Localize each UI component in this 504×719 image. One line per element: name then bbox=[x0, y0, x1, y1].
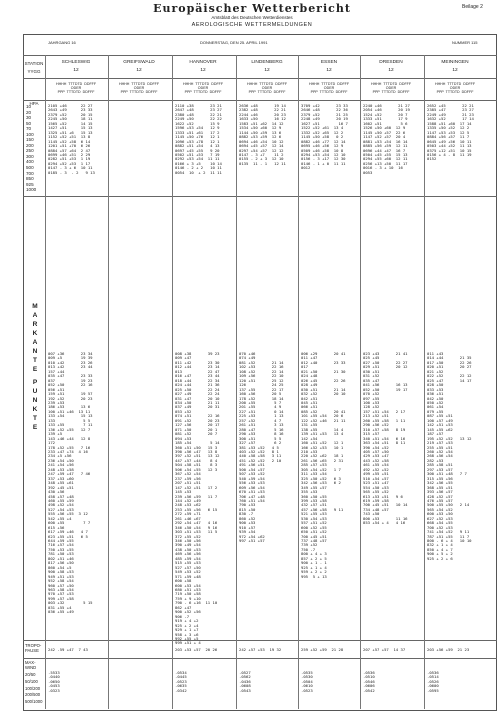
beilage-label: Beilage 2 bbox=[462, 4, 483, 10]
level-300: 300 bbox=[26, 153, 34, 159]
report-subtitle: Amtsblatt des Deutschen Wetterdienstes bbox=[211, 15, 293, 20]
column-header: HHHH TTTDTD DDFFF ODER PPP TTTDTD DDFFF bbox=[308, 82, 350, 95]
level-20: 20 bbox=[26, 109, 32, 115]
section-title: AEROLOGISCHE WETTERMELDUNGEN bbox=[191, 22, 313, 28]
grid-vline bbox=[424, 55, 425, 709]
jahrgang: JAHRGANG 16 bbox=[48, 40, 76, 45]
significant-points: 007 +36 23 34 009 +5 19 39 010 +42 23 26 013 +42 23 44 157 +44 035 +47 23 33 037 19 23 052 +50 22 16 056 +51 159 +51 19 57 192 +52 20 23 239 +53 186 +53 13 6 100 +51 +46 13 11 133 +54 15 13 133 5 5 133 +55 7 11 136 +52 +55 12 7 139 +5 143 +46 +44 12 8 172 178 +52 +55 7 16 233 +47 +74 4 16 234 +5 +56 236 +54 +50 241 +54 +56 248 +53 +58 247 +59 +47 7 46 337 +53 +60 348 +55 +61 392 +45 +51 430 +56 458 +57 +48 460 +55 +59 498 +52 +54 527 +54 +53 555 +56 +55 3 12 542 +55 +4 600 +55 7 7 615 +56 617 +59 +46 4 7 623 +55 +51 6 5 644 +59 +55 716 +57 +54 750 +53 +55 781 +50 +53 802 +51 +46 817 +56 +50 860 +54 +5 900 +58 +53 949 +51 +53 952 +58 +54 960 +57 +50 963 +58 +54 970 +57 +53 999 +57 +58 003 +32 5 15 031 +55 +4 036 +55 +49 bbox=[48, 351, 93, 615]
tropopause-value: 203 +56 +59 21 23 bbox=[427, 647, 470, 652]
tropopause-value: 242 +57 +53 19 32 bbox=[239, 647, 282, 652]
station-name: ESSEN bbox=[320, 60, 338, 65]
column-header: HHHH TTTDTD DDFFF ODER PPP TTTDTD DDFFF bbox=[118, 82, 160, 95]
significant-points: 006 +29 20 41 011 +47 012 +40 23 33 017 021 +50 21 30 024 +48 026 +45 22 26 028 +49 030 +51 21 14 032 +52 20 10 042 +51 045 +51 066 +51 085 +52 20 41 101 +55 +54 20 6 122 +52 +46 21 11 131 +55 138 +55 14 4 139 +51 +53 13 4 142 +54 160 +51 +52 12 1 166 +52 +53 10 1 210 +53 220 +52 +62 18 1 261 +56 +65 2 31 285 +57 +53 305 +54 +52 1 7 311 +53 +54 325 +50 +52 6 3 342 +56 +53 6 2 349 +55 +57 355 +53 360 +50 +55 399 +53 +58 432 +57 +51 457 +56 +58 9 11 521 +55 +53 530 +54 +53 557 +51 +52 600 +52 +55 650 +51 +52 700 +45 +51 737 +48 +57 739 +52 750 -7 800 + 4 + 3 857 + 2 + 5 900 + 1 - 1 925 + 1 + 4 959 + 2 + 2 995 5 + 13 bbox=[301, 351, 346, 579]
maxwind-values: .5533 .0440 .0650 .0453 .0323 bbox=[48, 670, 60, 693]
grid-vline bbox=[108, 55, 109, 709]
grid-line bbox=[23, 640, 497, 641]
maxwind-values: .0527 .0562 .0436 .0608 .0543 bbox=[239, 670, 251, 693]
markante-label: M A R K A N T E bbox=[32, 303, 38, 373]
yygg-label: YYGG bbox=[27, 69, 41, 74]
station-yygg: 12 bbox=[136, 68, 142, 73]
level-150: 150 bbox=[26, 137, 34, 143]
significant-points: 008 +38 39 23 009 +47 011 +42 23 30 012 +44 23 14 013 22 47 016 +47 23 44 018 +44 22 34 024 +44 21 36 025 +50 22 24 027 +49 22 24 031 +47 20 10 034 +50 21 11 037 +49 20 31 053 +52 074 +51 22 16 091 +52 20 23 127 +56 20 17 071 +50 20 1 081 +52 20 7 094 +53 185 +54 5 14 360 +51 +50 15 3 390 +56 +47 13 8 397 +52 +51 13 12 447 +57 +44 8 4 504 +58 +51 8 3 506 +54 +55 12 3 367 +52 +54 237 +59 +56 207 +51 +51 147 +52 +51 17 2 145 +53 239 +56 +59 11 7 144 +52 +49 248 +53 +62 253 +55 +56 6 15 272 +59 +71 261 +46 +67 292 +54 +47 4 16 346 +50 +54 9 16 303 +51 +53 11 5 372 +55 +52 346 +50 +56 390 +49 +54 438 +50 +53 469 +56 +56 485 +59 +54 515 +55 +53 527 +57 +50 549 +53 +52 571 +59 +48 600 +58 600 +53 +54 680 +51 +53 719 +50 +58 759 + 9 +10 790 - 6 +16 11 10 862 +47 900 +52 +56 906 -7 919 + 4 +2 925 + 2 +4 929 + 1 +7 958 + 3 +6 992 +55 +5 999 +51 + 4 bbox=[175, 351, 220, 646]
hpa-label: HPA bbox=[29, 101, 39, 106]
tropopause-label: TROPO- PAUSE bbox=[25, 643, 42, 653]
tropopause-value: 242 -59 +47 7 43 bbox=[48, 647, 88, 652]
grid-line bbox=[23, 658, 497, 659]
station-yygg: 12 bbox=[264, 68, 270, 73]
maxwind-values: .0536 .0510 .0546 .0606 .0542 bbox=[363, 670, 375, 693]
station-yygg: 12 bbox=[388, 68, 394, 73]
level-10: 10 bbox=[26, 104, 32, 109]
station-yygg: 12 bbox=[452, 68, 458, 73]
station-name: MEININGEN bbox=[441, 60, 469, 65]
grid-vline bbox=[236, 55, 237, 709]
significant-points: 011 +43 014 +44 21 35 017 +50 22 26 020 +51 20 27 021 +52 022 +52 22 12 025 +47 14 17 028 +50 033 +53 036 +51 042 +50 050 +52 061 +54 079 +55 087 +55 +51 100 +57 +49 142 +51 +53 145 +55 +62 187 +57 195 +52 +52 13 12 219 +57 +53 255 +55 +51 260 +52 +54 268 +56 +54 282 +53 285 +58 +51 297 +53 +57 300 +51 +48 7 7 315 +55 +56 342 +56 +55 368 +55 +51 393 +56 +57 428 +52 +57 476 +55 +57 500 +55 +50 2 14 565 +54 +52 600 +53 +50 627 +52 +53 668 +54 +55 700 +52 +53 741 +54 +52 9 11 787 +51 +55 11 7 800 - 6 + 4 10 10 832 + 1 + 4 850 + 4 + 7 900 + 5 + 2 925 + 2 + 6 bbox=[427, 351, 472, 561]
grid-vline bbox=[45, 55, 46, 709]
level-70: 70 bbox=[26, 126, 32, 132]
grid-line bbox=[23, 78, 497, 79]
standard-levels: 2652 +45 22 21 2385 +47 23 27 2249 +49 21 23 1632 +52 17 14 1588 +51 +60 17 14 1335 +50 +52 12 2 1147 +53 +53 12 5 0884 +56 +57 11 7 0645 +49 +56 10 11 0503 +44 +52 11 13 0375 +12 +51 10 15 0156 + 4 - 8 11 19 0152 bbox=[427, 103, 474, 162]
level-500: 500 bbox=[26, 165, 34, 171]
station-name: LINDENBERG bbox=[251, 60, 283, 65]
station-name: GREIFSWALD bbox=[123, 60, 155, 65]
standard-levels bbox=[111, 104, 169, 195]
report-title: Europäischer Wetterbericht bbox=[153, 2, 351, 15]
station-label: STATION bbox=[24, 61, 44, 66]
column-header: HHHH TTTDTD DDFFF ODER PPP TTTDTD DDFFF bbox=[434, 82, 476, 95]
punkte-label: P U N K T E bbox=[32, 379, 38, 431]
standard-levels: 2240 +46 21 27 2054 +46 20 19 1524 +52 20 7 1333 +51 17 9 1602 +51 5 6 1526 +50 +60 12 9 1145 +50 +57 22 6 1147 +52 +57 20 4 0881 +53 +54 16 14 0885 +56 +59 12 11 0696 +44 +47 16 7 0504 +45 +55 15 13 0294 +55 +60 12 11 0256 +13 +50 11 17 0016 - 3 + 10 16 0053 bbox=[363, 103, 410, 175]
grid-line bbox=[23, 55, 497, 56]
station-name: DRESDEN bbox=[379, 60, 403, 65]
station-yygg: 12 bbox=[326, 68, 332, 73]
station-yygg: 12 bbox=[200, 68, 206, 73]
significant-points bbox=[111, 352, 169, 639]
level-100: 100 bbox=[26, 131, 34, 137]
issue-date: DONNERSTAG, DEN 25. APRIL 1991 bbox=[200, 40, 268, 45]
grid-line bbox=[23, 100, 497, 101]
station-name: HANNOVER bbox=[189, 60, 217, 65]
level-50: 50 bbox=[26, 120, 32, 126]
grid-vline bbox=[360, 55, 361, 709]
standard-levels: 2636 +48 19 14 2382 +48 22 21 2244 +46 20 23 1633 +50 16 12 1583 +51 +62 14 12 1534 +50 +60 12 9 1144 +50 +59 13 6 0882 +53 +59 12 6 0694 +46 +54 10 12 0694 +45 +57 12 14 0297 +54 +57 12 12 0147 - 3 +7 11 2 0155 - 2 + 3 12 10 0135 11 - 1 12 11 bbox=[239, 103, 286, 166]
grid-vline bbox=[172, 55, 173, 709]
significant-points: 023 +43 21 41 025 +45 027 +50 22 27 029 +51 20 12 030 +51 031 +52 035 +47 041 +56 16 13 052 +50 19 17 070 +52 097 +55 100 +53 128 +52 157 +51 +54 2 17 213 +52 +51 260 +55 +58 1 11 290 +56 +52 310 +57 +58 8 19 315 +57 340 +51 +54 6 16 363 +54 +51 8 11 390 +54 +52 405 +57 +50 429 +53 +47 443 +52 +58 461 +55 +54 492 +52 +52 499 +55 +51 510 +54 +57 523 +51 +47 554 +50 +53 565 +55 +52 613 +53 +51 9 6 619 +59 +58 700 +45 +51 10 14 734 +48 +57 743 +50 800 +53 11 16 853 +54 + 4 4 16 bbox=[363, 351, 408, 526]
pressure-levels bbox=[26, 104, 36, 193]
maxwind-label: MAX- WIND bbox=[25, 660, 37, 670]
station-name: SCHLESWIG bbox=[61, 60, 91, 65]
level-30: 30 bbox=[26, 115, 32, 121]
maxwind-values: .0534 .0445 .0523 .0635 .0342 bbox=[175, 670, 187, 693]
tropopause-value: 259 +52 +59 21 28 bbox=[301, 647, 344, 652]
station-yygg: 12 bbox=[73, 68, 79, 73]
column-header: HHHH TTTDTD DDFFF ODER PPP TTTDTD DDFFF bbox=[55, 82, 97, 95]
maxwind-levels: 20/50 50/100 100/200 200/500 500/1000 bbox=[25, 672, 43, 705]
significant-points: 070 +46 074 +49 081 +52 21 14 102 +53 22 16 108 +52 22 14 109 +56 22 10 120 +51 25 12 126 24 25 137 +55 22 17 160 +56 20 5 178 +52 18 14 200 +55 5 7 201 +55 4 9 227 +51 0 14 225 +53 1 13 257 +52 4 7 261 +51 3 13 280 +47 5 16 290 +53 8 16 300 +51 5 5 327 +57 6 2 381 +53 +52 4 5 403 +52 +52 8 1 440 +58 +58 3 11 451 +52 +52 2 10 491 +56 +51 500 +54 +57 507 +53 +52 540 +59 +54 556 +53 +53 609 +56 +54 670 +51 +53 706 +47 +48 760 +51 +54 790 +53 815 +50 830 -7 860 +52 900 +53 910 +57 939 +54 972 +54 +62 997 +51 +57 bbox=[239, 351, 284, 544]
level-400: 400 bbox=[26, 159, 34, 165]
maxwind-values: .0536 .0514 .0526 .0600 .0595 bbox=[427, 670, 439, 693]
grid-line bbox=[23, 196, 497, 197]
column-header: HHHH TTTDTD DDFFF ODER PPP TTTDTD DDFFF bbox=[182, 82, 224, 95]
standard-levels: 2105 +46 22 27 2643 +49 23 33 2379 +52 20 15 2245 +50 18 11 1565 +52 14 15 1427 +51 15 13 1325 +51 +6 15 13 1152 +52 +51 13 8 1145 +52 +58 6 14 1201 +51 +70 6 26 0884 +57 +64 2 47 0699 +46 +51 2 29 0282 +51 +53 1 19 0294 +52 +53 1 17 0147 - 3 + 6 10 11 0185 - 3 - 2 9 13 bbox=[48, 103, 95, 175]
level-1000: 1000 bbox=[26, 187, 37, 193]
issue-number: NUMMER 115 bbox=[452, 40, 478, 45]
standard-levels: 2110 +38 23 21 2647 +48 23 27 2380 +48 22 21 2249 +50 22 22 1622 +52 15 9 1596 +53 +54 12 9 1333 +51 +61 17 2 1145 +50 +76 12 1 1096 +53 +78 12 1 0882 +51 +54 4 13 0697 +45 +55 9 20 0502 +51 +53 7 19 0292 +53 +54 11 11 0166 + 3 +5 10 14 0146 - 2 + 2 10 11 0054 10 + 2 11 11 bbox=[175, 103, 222, 175]
column-header: HHHH TTTDTD DDFFF ODER PPP TTTDTD DDFFF bbox=[370, 82, 412, 95]
column-header: HHHH TTTDTD DDFFF ODER PPP TTTDTD DDFFF bbox=[246, 82, 288, 95]
level-200: 200 bbox=[26, 142, 34, 148]
maxwind-values: .0535 .0530 .0504 .0610 .0523 bbox=[301, 670, 313, 693]
level-850: 850 bbox=[26, 176, 34, 182]
tropopause-value: 203 +53 +57 20 26 bbox=[175, 647, 218, 652]
level-700: 700 bbox=[26, 170, 34, 176]
grid-vline bbox=[298, 55, 299, 709]
level-925: 925 bbox=[26, 181, 34, 187]
tropopause-value: 207 +57 +57 14 37 bbox=[363, 647, 406, 652]
level-250: 250 bbox=[26, 148, 34, 154]
standard-levels: 3709 +42 23 33 2646 +48 22 36 2379 +52 21 25 2248 +49 20 19 1627 +51 16 7 1522 +52 +61 13 4 1332 +52 +65 12 2 1145 +50 +58 0 2 0882 +46 +77 12 14 0695 +46 +56 12 9 0509 +46 +58 10 8 0294 +53 +54 12 10 0156 - 3 +17 12 30 0146 - 1 + 0 11 11 0012 bbox=[301, 103, 348, 171]
